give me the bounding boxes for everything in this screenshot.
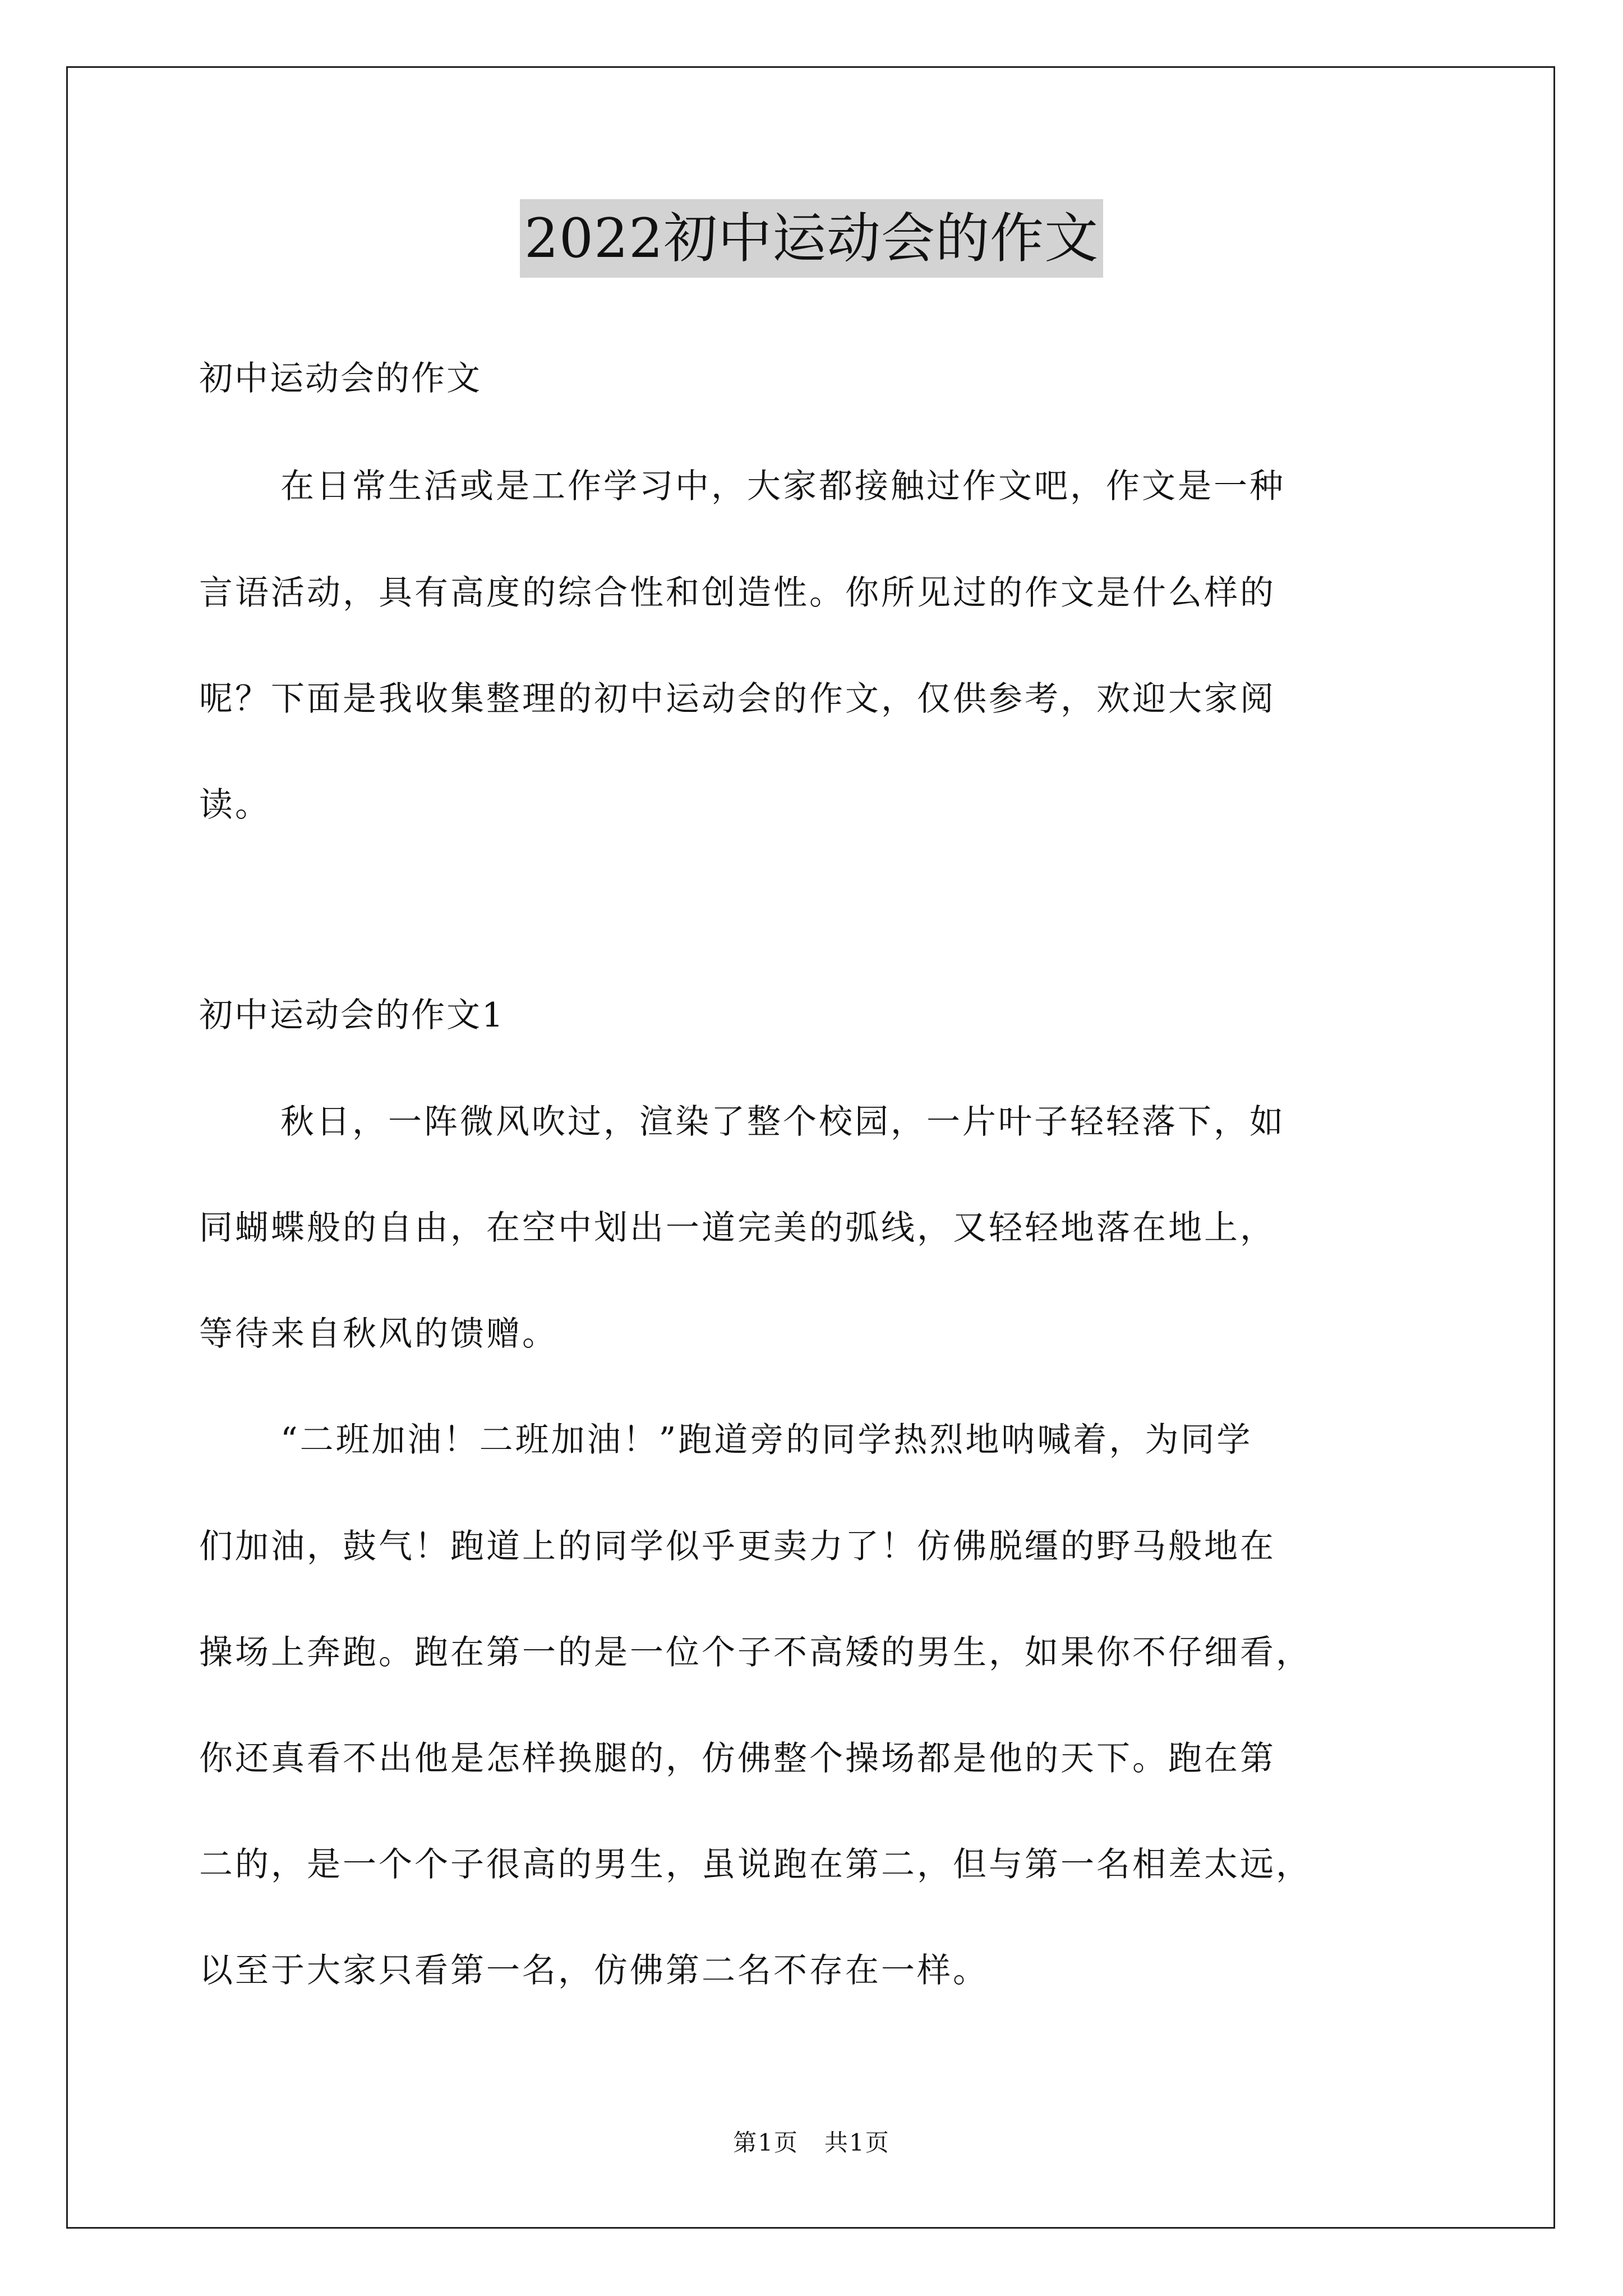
document-subtitle: 初中运动会的作文 <box>199 359 482 398</box>
para2-line-6: 以至于大家只看第一名，仿佛第二名不存在一样。 <box>199 1951 989 1990</box>
section-heading: 初中运动会的作文1 <box>199 996 505 1035</box>
document-title: 2022初中运动会的作文 <box>520 199 1103 278</box>
para2-line-2: 们加油，鼓气！跑道上的同学似乎更卖力了！仿佛脱缰的野马般地在 <box>199 1527 1276 1566</box>
page-footer: 第1页 共1页 <box>733 2129 890 2156</box>
para2-line-5: 二的，是一个个子很高的男生，虽说跑在第二，但与第一名相差太远， <box>199 1845 1312 1884</box>
para2-line-4: 你还真看不出他是怎样换腿的，仿佛整个操场都是他的天下。跑在第 <box>199 1739 1276 1778</box>
para1-line-2: 同蝴蝶般的自由，在空中划出一道完美的弧线，又轻轻地落在地上， <box>199 1208 1276 1248</box>
intro-line-1: 在日常生活或是工作学习中，大家都接触过作文吧，作文是一种 <box>280 467 1285 506</box>
para2-line-1: “二班加油！二班加油！”跑道旁的同学热烈地呐喊着，为同学 <box>280 1420 1253 1460</box>
intro-line-3: 呢？下面是我收集整理的初中运动会的作文，仅供参考，欢迎大家阅 <box>199 679 1276 719</box>
para2-line-3: 操场上奔跑。跑在第一的是一位个子不高矮的男生，如果你不仔细看， <box>199 1633 1312 1672</box>
intro-line-2: 言语活动，具有高度的综合性和创造性。你所见过的作文是什么样的 <box>199 573 1276 613</box>
document-title-block <box>0 199 1623 278</box>
para1-line-1: 秋日，一阵微风吹过，渲染了整个校园，一片叶子轻轻落下，如 <box>280 1102 1285 1142</box>
intro-line-4: 读。 <box>199 785 271 825</box>
para1-line-3: 等待来自秋风的馈赠。 <box>199 1314 558 1354</box>
